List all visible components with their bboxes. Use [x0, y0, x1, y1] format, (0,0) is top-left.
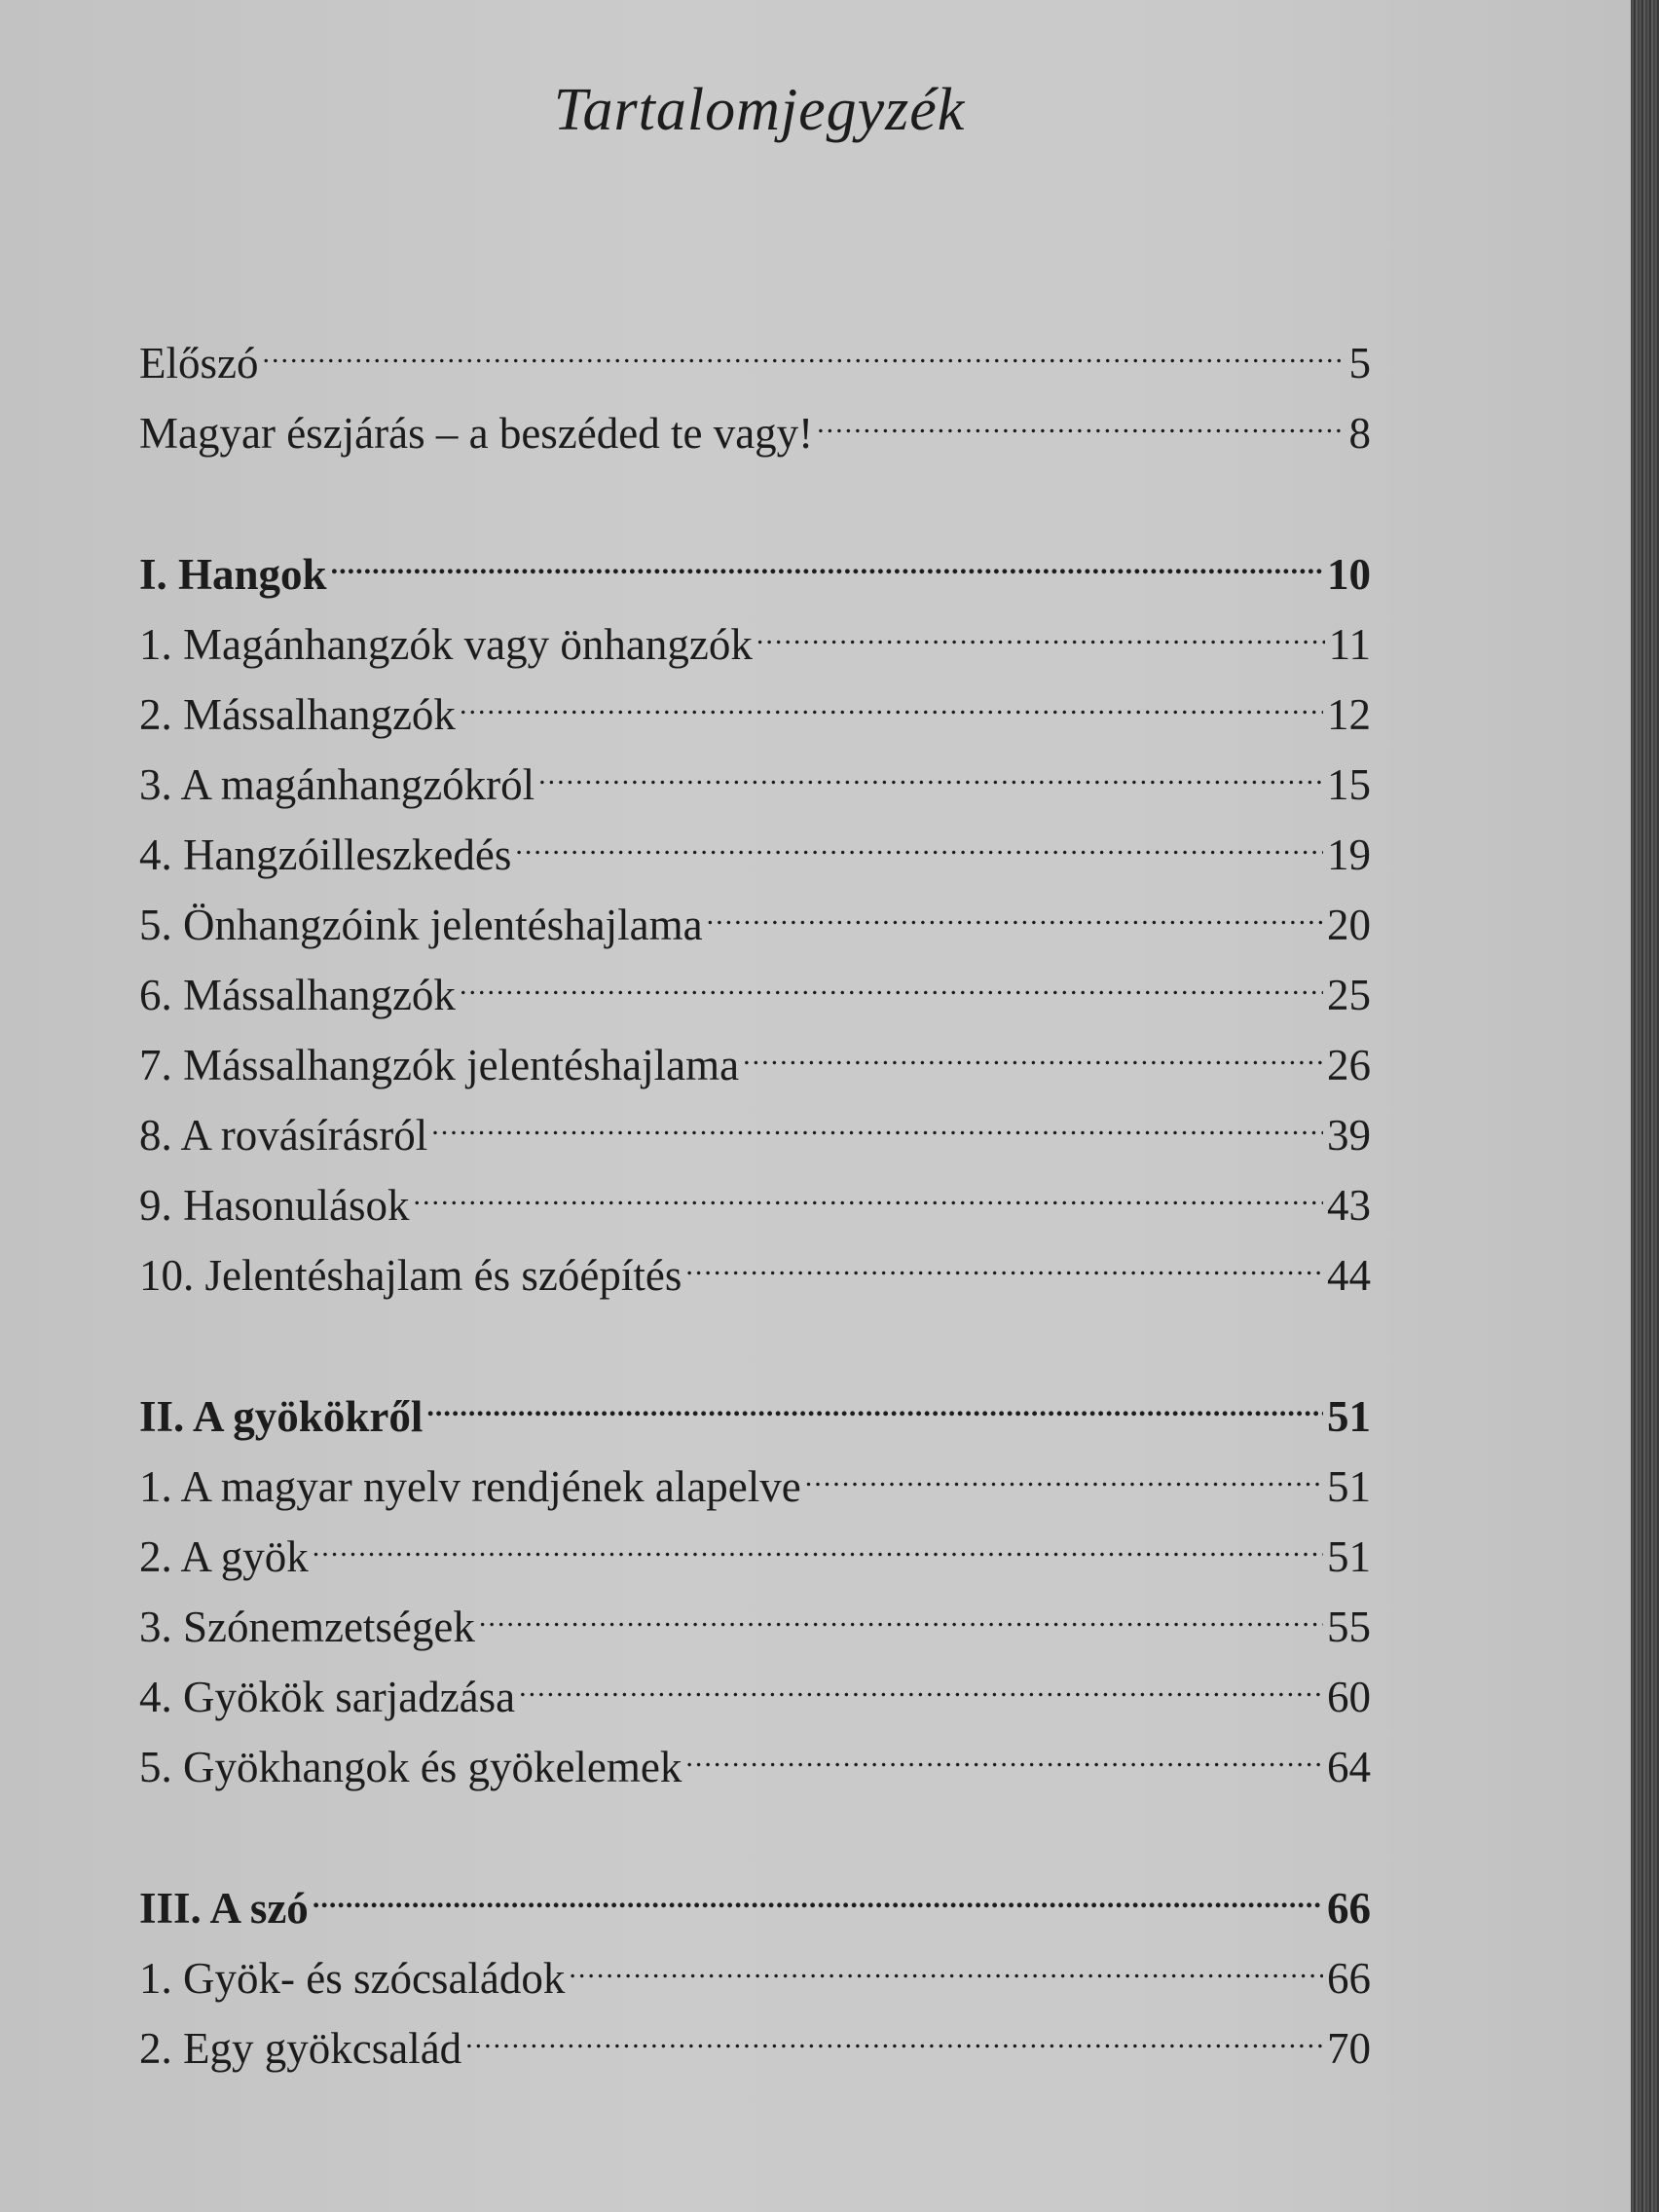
toc-entry-preface — [139, 319, 1371, 387]
toc-entry-label: 4. Gyökök sarjadzása — [139, 1673, 516, 1721]
toc-entry-page: 44 — [1327, 1251, 1371, 1300]
toc-entry-label: 3. Szónemzetségek — [139, 1603, 475, 1651]
toc-entry — [139, 671, 1371, 739]
toc-entry-label: 6. Mássalhangzók — [139, 971, 456, 1019]
dot-leader — [685, 1723, 1323, 1782]
toc-section-label: I. Hangok — [139, 550, 327, 599]
toc-entry-page: 66 — [1327, 1954, 1371, 2003]
toc-entry — [139, 1232, 1371, 1300]
toc-section-heading — [139, 1864, 1371, 1933]
dot-leader — [262, 319, 1345, 378]
toc-entry-label: 8. A rovásírásról — [139, 1111, 428, 1160]
toc-entry-label: 2. A gyök — [139, 1532, 309, 1581]
dot-leader — [515, 811, 1323, 869]
toc-section-page: 10 — [1327, 550, 1371, 599]
dot-leader — [805, 1443, 1323, 1501]
dot-leader — [685, 1232, 1323, 1290]
toc-section-label: III. A szó — [139, 1884, 309, 1933]
toc-entry — [139, 1935, 1371, 2003]
toc-entry-page: 70 — [1327, 2024, 1371, 2073]
dot-leader — [707, 881, 1323, 940]
toc-entry — [139, 811, 1371, 879]
toc-entry-page: 25 — [1327, 971, 1371, 1019]
dot-leader — [538, 741, 1323, 799]
toc-entry-label: 2. Mássalhangzók — [139, 690, 456, 739]
toc-entry — [139, 951, 1371, 1019]
toc-section-heading — [139, 531, 1371, 599]
toc-entry-page: 60 — [1327, 1673, 1371, 1721]
toc-entry — [139, 2005, 1371, 2073]
toc-entry — [139, 1091, 1371, 1160]
dot-leader — [465, 2005, 1323, 2063]
toc-entry-label: 1. A magyar nyelv rendjének alapelve — [139, 1462, 801, 1511]
dot-leader — [413, 1161, 1323, 1220]
toc-entry-page: 20 — [1327, 901, 1371, 949]
dot-leader — [313, 1513, 1323, 1571]
toc-entry-page: 12 — [1327, 690, 1371, 739]
dot-leader — [479, 1583, 1323, 1641]
toc-entry — [139, 1583, 1371, 1651]
toc-entry-page: 11 — [1328, 620, 1371, 669]
toc-entry — [139, 741, 1371, 809]
toc-entry — [139, 1161, 1371, 1230]
toc-entry-label: 7. Mássalhangzók jelentéshajlama — [139, 1041, 740, 1089]
toc-entry — [139, 1443, 1371, 1511]
toc-entry-page: 64 — [1327, 1743, 1371, 1791]
toc-entry — [139, 601, 1371, 669]
dot-leader — [817, 389, 1345, 448]
toc-section-heading — [139, 1373, 1371, 1441]
dot-leader — [431, 1091, 1323, 1150]
dot-leader — [460, 671, 1323, 729]
toc-entry-label: 1. Gyök- és szócsaládok — [139, 1954, 566, 2003]
page-title: Tartalomjegyzék — [553, 77, 966, 143]
toc-entry-introduction — [139, 389, 1371, 458]
toc-entry — [139, 1513, 1371, 1581]
toc-entry-page: 19 — [1327, 830, 1371, 879]
toc-entry-page: 51 — [1327, 1462, 1371, 1511]
toc-entry-page: 8 — [1348, 409, 1371, 458]
dot-leader — [313, 1864, 1323, 1923]
toc-entry — [139, 881, 1371, 949]
dot-leader — [569, 1935, 1323, 1993]
dot-leader — [743, 1021, 1323, 1080]
toc-entry — [139, 1723, 1371, 1791]
toc-entry — [139, 1021, 1371, 1089]
toc-entry-label: 9. Hasonulások — [139, 1181, 410, 1230]
toc-entry-label: Előszó — [139, 339, 259, 387]
dot-leader — [519, 1653, 1323, 1712]
toc-entry-page: 55 — [1327, 1603, 1371, 1651]
toc-entry-label: 3. A magánhangzókról — [139, 760, 535, 809]
toc-section-page: 66 — [1327, 1884, 1371, 1933]
toc-entry-page: 39 — [1327, 1111, 1371, 1160]
toc-entry-label: 10. Jelentéshajlam és szóépítés — [139, 1251, 682, 1300]
toc-entry-label: Magyar észjárás – a beszéded te vagy! — [139, 409, 814, 458]
toc-entry-page: 43 — [1327, 1181, 1371, 1230]
toc-entry-page: 51 — [1327, 1532, 1371, 1581]
toc-entry-label: 5. Önhangzóink jelentéshajlama — [139, 901, 703, 949]
toc-entry-label: 4. Hangzóilleszkedés — [139, 830, 512, 879]
toc-entry — [139, 1653, 1371, 1721]
toc-entry-page: 5 — [1348, 339, 1371, 387]
dot-leader — [426, 1373, 1323, 1431]
toc-section-label: II. A gyökökről — [139, 1392, 424, 1441]
toc-section-page: 51 — [1327, 1392, 1371, 1441]
toc-entry-label: 2. Egy gyökcsalád — [139, 2024, 462, 2073]
dot-leader — [331, 531, 1323, 589]
dot-leader — [756, 601, 1325, 659]
toc-entry-label: 1. Magánhangzók vagy önhangzók — [139, 620, 753, 669]
book-page-edges — [1631, 0, 1659, 2212]
dot-leader — [460, 951, 1323, 1010]
toc-entry-page: 26 — [1327, 1041, 1371, 1089]
toc-entry-page: 15 — [1327, 760, 1371, 809]
toc-entry-label: 5. Gyökhangok és gyökelemek — [139, 1743, 682, 1791]
